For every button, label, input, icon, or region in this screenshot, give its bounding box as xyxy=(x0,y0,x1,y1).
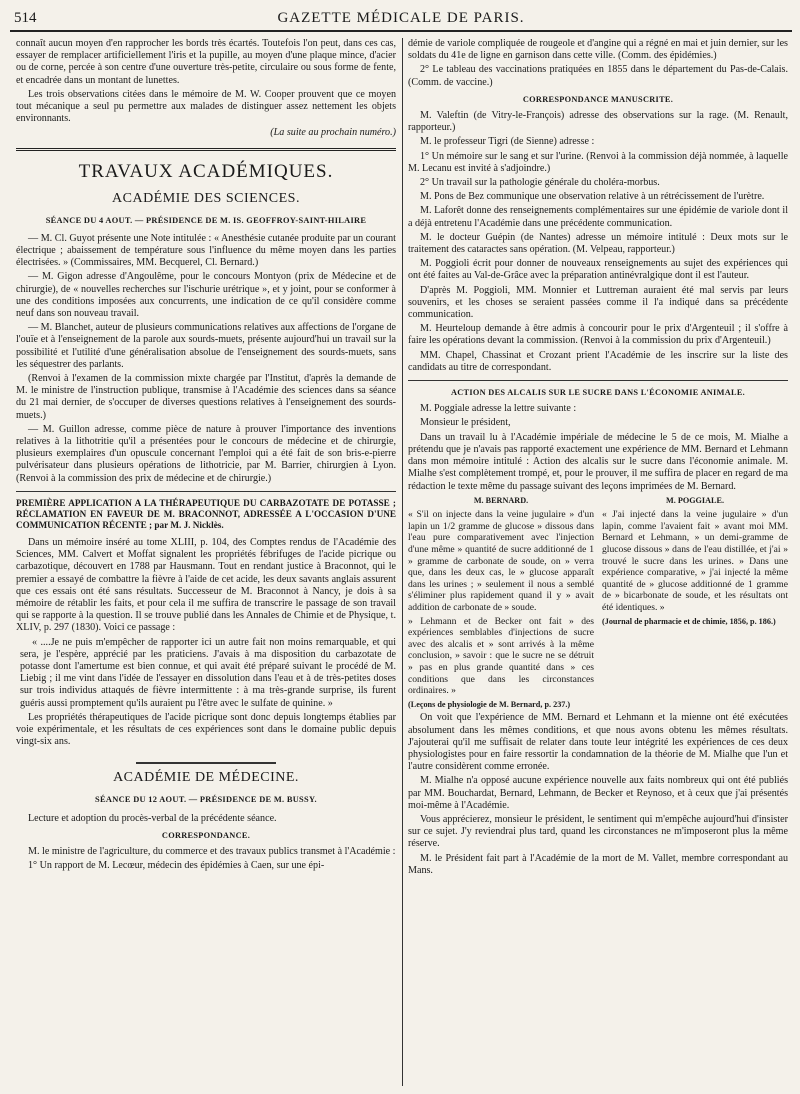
page-number: 514 xyxy=(14,10,37,26)
subsection-heading: ACTION DES ALCALIS SUR LE SUCRE DANS L'ÉCONOMIE ANIMALE. xyxy=(450,388,746,398)
quotation: « J'ai injecté dans la veine jugulaire » d'un lapin, comme l'avaient fait » avant moi MM. Bernard et Lehmann, » un demi-gramme de glucose dissous » dans de l'eau distillée, et j'ai » trouvé le sucre dans les urines. » Dans une expérience comparative, » j'ai injecté la même quantité de » glucose additionné de 1 gramme de » bicarbonate de soude, et les résultats ont été identiques. » xyxy=(602,509,788,614)
paragraph: MM. Chapel, Chassinat et Crozant prient l'Académie de les inscrire sur la liste des candidats au titre de correspondant. xyxy=(408,349,788,373)
seance-heading: SÉANCE DU 4 AOUT. — PRÉSIDENCE DE M. IS. GEOFFROY-SAINT-HILAIRE xyxy=(45,215,367,225)
paragraph: M. le docteur Guépin (de Nantes) adresse un mémoire intitulé : Deux mots sur le traitement des cataractes sans opération. (M. Velpeau, rapporteur.) xyxy=(408,231,788,256)
paragraph: M. le Président fait part à l'Académie de la mort de M. Vallet, membre correspondant au Mans. xyxy=(408,852,788,876)
paragraph: M. Poggiale adresse la lettre suivante : xyxy=(420,403,577,415)
paragraph: M. Laforêt donne des renseignements complémentaires sur une épidémie de variole dont il a déjà entretenu l'Académie dans une précédente communication. xyxy=(408,205,788,229)
quotation: « S'il on injecte dans la veine jugulaire » d'un lapin un 1/2 gramme de glucose » dissous dans l'eau pure comparativement avec l'injection d'une même » quantité de sucre additionné de 1 » gramme de carbonate de soude, on » verra que, dans les deux cas, le » glucose apparaît dans les urines ; » seulement il nous a semblé s'éliminer plus rapidement quand il y » avait addition de carbonate de » soude. xyxy=(408,509,594,614)
quotation: « ....Je ne puis m'empêcher de rapporter ici un autre fait non moins remarquable, et qui sera, je l'espère, apprécié par les praticiens. J'avais à ma disposition du carbazotate de potasse dont l'amertume est bien connue, et qui avait été préparé suivant le procédé de M. Liebig ; il me vint dans l'idée de l'essayer en dissolution dans l'eau et à de très-petites doses sur trois individus attaqués de fièvre intermittente : à ma très-grande surprise, ils furent guéris aussi promptement qu'ils auraient pu l'être avec le sulfate de quinine. » xyxy=(20,636,396,709)
paragraph: (Renvoi à l'examen de la commission mixte chargée par l'Institut, d'après la demande de M. le ministre de l'instruction publique, transmise à l'Académie des sciences dans sa séance du 21 mai dernier, de s'occuper de diverses questions relatives à l'enseignement des sourds-muets.) xyxy=(16,373,396,421)
paragraph: D'après M. Poggioli, MM. Monnier et Luttreman auraient été mal servis par leurs souvenirs, et les choses se seraient passées comme il l'a indiqué dans sa précédente communication. xyxy=(408,284,788,321)
paragraph: M. Pons de Bez communique une observation relative à un rétrécissement de l'urètre. xyxy=(420,191,765,203)
continued-note: (La suite au prochain numéro.) xyxy=(270,127,396,139)
journal-page xyxy=(10,4,792,1090)
citation: (Leçons de physiologie de M. Bernard, p. 237.) xyxy=(408,699,571,709)
divider xyxy=(408,380,788,381)
paragraph: Monsieur le président, xyxy=(420,417,511,429)
paragraph: M. Valeftin (de Vitry-le-François) adresse des observations sur la rage. (M. Renault, rapporteur.) xyxy=(408,110,788,134)
paragraph: On voit que l'expérience de MM. Bernard et Lehmann et la mienne ont été exécutées absolument dans les mêmes conditions, et que nous avons obtenu les mêmes résultats. J'ajouterai qu'il me suffisait de relater dans toute leur intégrité les expériences de ces deux physiologistes pour en faire ressortir la condamnation de la théorie de M. Mialhe que l'un et l'autre considèrent comme erronée. xyxy=(408,712,788,773)
paragraph: Les propriétés thérapeutiques de l'acide picrique sont donc depuis longtemps établies par voie expérimentale, et les résultats de ces expériences sont dans le domaine public depuis vingt-six ans. xyxy=(16,711,396,748)
left-column xyxy=(16,38,396,1090)
paragraph: M. le ministre de l'agriculture, du commerce et des travaux publics transmet à l'Académie : xyxy=(28,845,396,857)
comparison-heading: M. BERNARD. xyxy=(473,495,529,505)
paragraph: Vous apprécierez, monsieur le président, le sentiment qui m'empêche aujourd'hui d'insister sur ce sujet. J'y reviendrai plus tard, quand les circonstances ne m'imposeront plus la même réserve. xyxy=(408,814,788,850)
paragraph: 2° Un travail sur la pathologie générale du choléra-morbus. xyxy=(420,177,660,189)
comparison-columns xyxy=(408,495,788,713)
paragraph: connaît aucun moyen d'en rapprocher les bords très écartés. Toutefois l'on peut, dans ces cas, essayer de remplacer artificiellement l'iris et la pupille, au moyen d'une plaque mince, d'acier ou de corne, percée à son centre d'une ouverture très-petite, circulaire ou sous forme de fente, et encadrée dans un montant de lunettes. xyxy=(16,38,396,86)
section-title: TRAVAUX ACADÉMIQUES. xyxy=(78,160,334,182)
paragraph: 1° Un mémoire sur le sang et sur l'urine. (Renvoi à la commission déjà nommée, à laquelle M. Lecanu est invité à s'adjoindre.) xyxy=(408,150,788,174)
paragraph: Les trois observations citées dans le mémoire de M. W. Cooper prouvent que ce moyen tout mécanique a seul pu permettre aux malades de distinguer assez nettement les objets environnants. xyxy=(16,88,396,125)
paragraph: Dans un mémoire inséré au tome XLIII, p. 104, des Comptes rendus de l'Académie des Sciences, MM. Calvert et Moffat signalent les propriétés fébrifuges de l'acide picrique ou carbazotique, découvert en 1788 par Hausmann. Tout en rendant justice à Braconnot, qui le premier a essayé de combattre la fièvre à l'aide de cet acide, les deux savants anglais assurent que ces essais ont été sans résultats. Successeur de M. Braconnot à Nancy, je dois à sa mémoire de rétablir les faits, et pour cela il me suffira de transcrire le passage de son travail qui se rapporte à la question. Il se trouve publié dans les Annales de Chimie et de Physique, t. XLIV, p. 297 (1830). Voici ce passage : xyxy=(16,536,396,634)
running-title: GAZETTE MÉDICALE DE PARIS. xyxy=(277,10,525,26)
page-header xyxy=(10,4,792,32)
paragraph: — M. Gigon adresse d'Angoulême, pour le concours Montyon (prix de Médecine et de chirurgie), de « nouvelles recherches sur l'ischurie urétrique », et y joint, pour se conformer à une des conditions imposées aux concurrents, une indication de ce qu'il considère comme neuf dans son nouveau travail. xyxy=(16,271,396,320)
paragraph: M. Mialhe n'a opposé aucune expérience nouvelle aux faits nombreux qui ont été publiés par MM. Bouchardat, Bernard, Lehmann, de Becker et Reynoso, et à ceux que j'ai présentés moi-même à l'Académie. xyxy=(408,775,788,811)
academy-title: ACADÉMIE DES SCIENCES. xyxy=(112,190,300,206)
subsection-heading: CORRESPONDANCE MANUSCRITE. xyxy=(522,94,674,104)
poggiale-column xyxy=(602,495,788,713)
paragraph: — M. Cl. Guyot présente une Note intitulée : « Anesthésie cutanée produite par un courant électrique ; abaissement de température sous l'influence du même moyen dans les parties électrisées. » (Commissaires, MM. Becquerel, Cl. Bernard.) xyxy=(16,232,396,269)
quotation: » Lehmann et de Becker ont fait » des expériences semblables d'injections de sucre avec des alcalis et » sont arrivés à la même conclusion, » savoir : que le sucre ne se détruit » pas en plus grande quantité dans » ces conditions que dans les circonstances ordinaires. » xyxy=(408,615,594,697)
comparison-heading: M. POGGIALE. xyxy=(666,495,724,505)
academy-title: ACADÉMIE DE MÉDECINE. xyxy=(113,770,299,786)
paragraph: — M. Guillon adresse, comme pièce de nature à prouver l'importance des inventions relatives à la lithotritie qu'il a présentées pour le concours de médecine et de chirurgie, plusieurs exemplaires d'un opuscule concernant l'emploi qui a été fait de son bris-e-pierre pulvérisateur dans plusieurs opérations de lithotricie, par M. Barrier, chirurgien à Lyon. (Renvoi à la commission des prix de médecine et de chirurgie.) xyxy=(16,423,396,484)
column-divider xyxy=(402,38,403,1086)
section-divider xyxy=(16,148,396,151)
right-column xyxy=(408,38,788,1090)
subsection-heading: CORRESPONDANCE. xyxy=(161,830,251,840)
citation: (Journal de pharmacie et de chimie, 1856, p. 186.) xyxy=(602,616,776,626)
article-heading: PREMIÈRE APPLICATION A LA THÉRAPEUTIQUE DU CARBAZOTATE DE POTASSE ; RÉCLAMATION EN FAVEUR DE M. BRACONNOT, ADRESSÉE A L'OCCASION D'UNE COMMUNICATION RÉCENTE ; par M. J. Nicklès. xyxy=(16,497,396,530)
paragraph: M. le professeur Tigri (de Sienne) adresse : xyxy=(420,136,595,148)
paragraph: M. Heurteloup demande à être admis à concourir pour le prix d'Argenteuil ; il s'offre à faire les opérations devant la commission. (Renvoi à la commission du prix d'Argenteuil.) xyxy=(408,323,788,347)
bernard-column xyxy=(408,495,594,713)
paragraph: M. Poggioli écrit pour donner de nouveaux renseignements au sujet des expériences qui ont été faites au Val-de-Grâce avec la préparation antinévralgique dont il est l'auteur. xyxy=(408,258,788,282)
paragraph: — M. Blanchet, auteur de plusieurs communications relatives aux affections de l'organe de l'ouïe et à l'enseignement de la parole aux sourds-muets, présente aujourd'hui un travail sur la possibilité et l'utilité d'une généralisation absolue de l'enseignement des sourds-muets, sans les séquestrer des parlants. xyxy=(16,322,396,370)
paragraph: 1° Un rapport de M. Lecœur, médecin des épidémies à Caen, sur une épi- xyxy=(28,860,325,872)
paragraph: Lecture et adoption du procès-verbal de la précédente séance. xyxy=(28,812,277,824)
paragraph: Dans un travail lu à l'Académie impériale de médecine le 5 de ce mois, M. Mialhe a prétendu que je n'avais pas rapporté exactement une expérience de MM. Bernard et Lehmann dans mon mémoire intitulé : Action des alcalis sur le sucre dans l'économie animale. M. Mialhe s'est complètement trompé, et, pour le prouver, il me suffira de placer en regard de ma rédaction le texte même du passage suivant des leçons imprimées de M. Bernard. xyxy=(408,431,788,492)
divider xyxy=(16,491,396,492)
paragraph: démie de variole compliquée de rougeole et d'angine qui a régné en mai et juin dernier, sur les soldats du 41e de ligne en garnison dans cette ville. (Comm. des épidémies.) xyxy=(408,38,788,62)
divider xyxy=(136,762,276,764)
seance-heading: SÉANCE DU 12 AOUT. — PRÉSIDENCE DE M. BUSSY. xyxy=(95,795,317,805)
paragraph: 2° Le tableau des vaccinations pratiquées en 1855 dans le département du Pas-de-Calais. (Comm. de vaccine.) xyxy=(408,64,788,88)
